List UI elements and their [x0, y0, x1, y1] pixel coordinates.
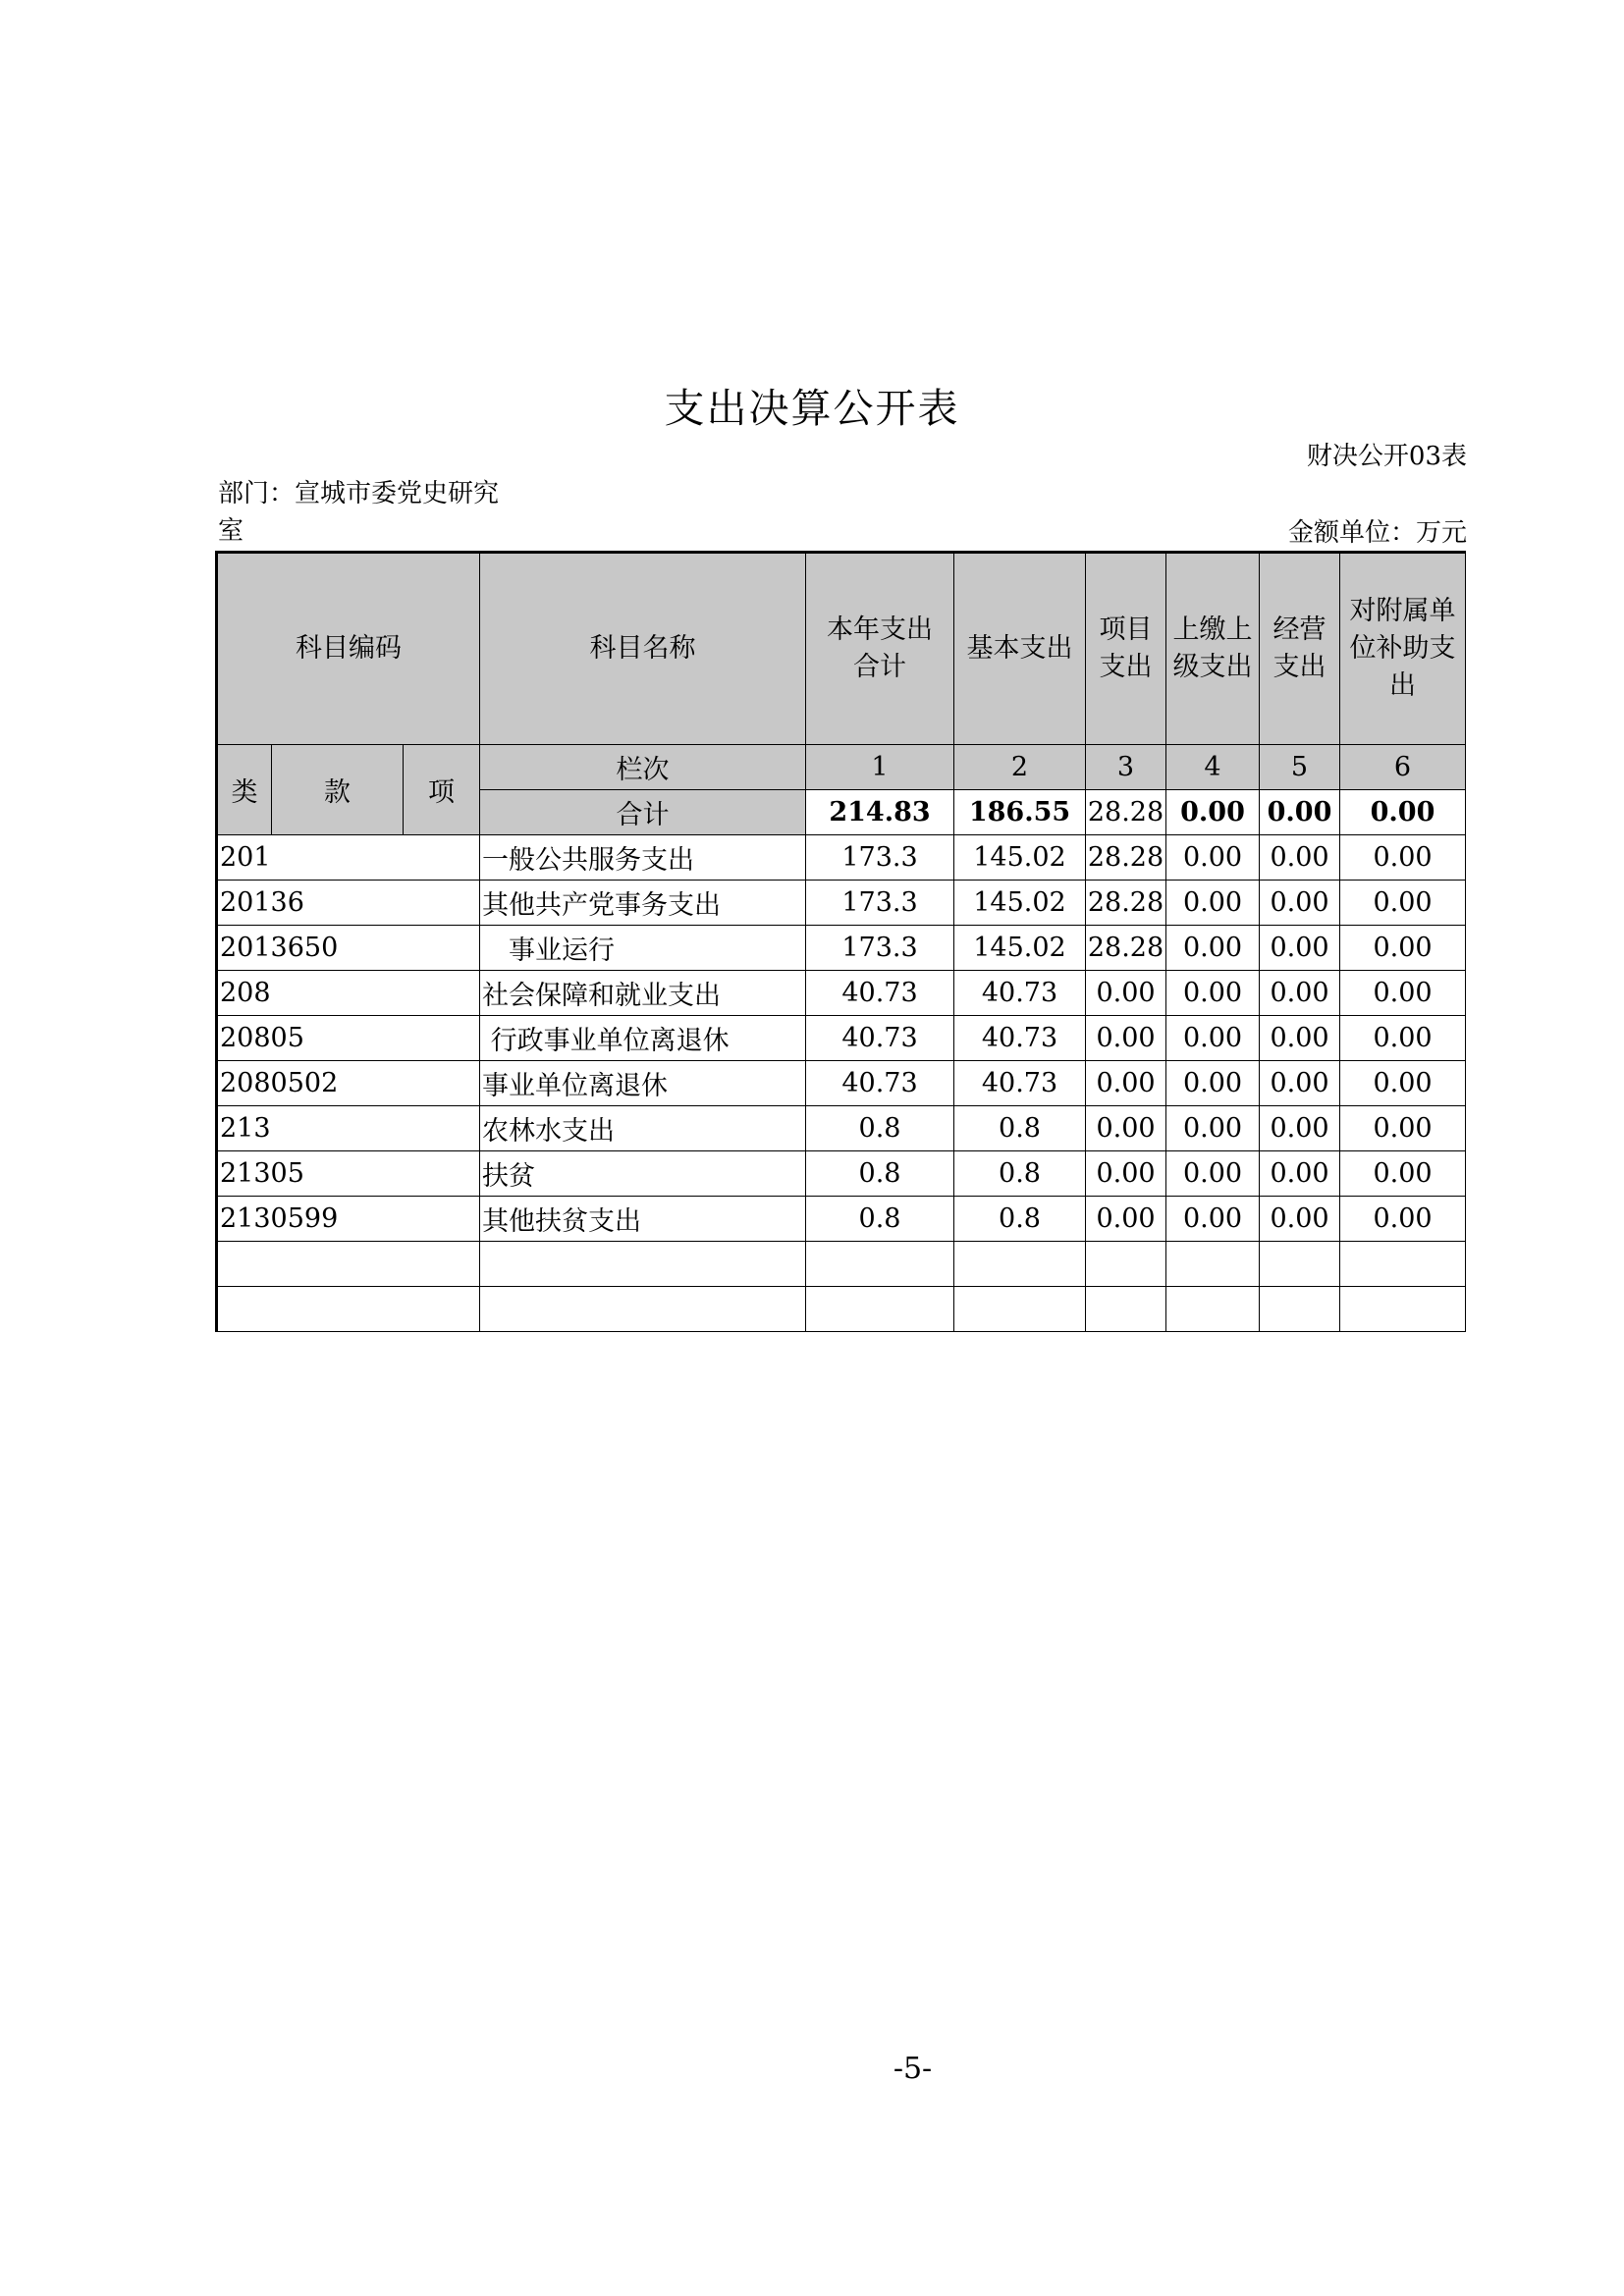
row-code: 2130599 [217, 1197, 480, 1242]
row-value: 0.00 [1260, 1197, 1340, 1242]
row-value: 40.73 [806, 1016, 954, 1061]
header-name: 科目名称 [480, 553, 806, 745]
row-value: 0.00 [1260, 926, 1340, 971]
table-row [217, 1151, 1466, 1197]
table-row [217, 926, 1466, 971]
col-num: 2 [954, 745, 1086, 790]
row-value: 0.00 [1340, 1197, 1466, 1242]
col-num: 4 [1166, 745, 1260, 790]
row-value: 0.00 [1086, 1016, 1166, 1061]
row-value: 40.73 [954, 1061, 1086, 1106]
row-value: 145.02 [954, 881, 1086, 926]
header-code: 科目编码 [217, 553, 480, 745]
row-name: 事业运行 [480, 926, 806, 971]
header-project: 项目支出 [1086, 553, 1166, 745]
row-value: 0.00 [1340, 1151, 1466, 1197]
row-value [1340, 1242, 1466, 1287]
row-value [1086, 1242, 1166, 1287]
total-value: 0.00 [1166, 790, 1260, 835]
col-num: 6 [1340, 745, 1466, 790]
row-name: 其他扶贫支出 [480, 1197, 806, 1242]
row-name [480, 1242, 806, 1287]
expenditure-table [215, 551, 1466, 1332]
row-value: 28.28 [1086, 881, 1166, 926]
row-name: 一般公共服务支出 [480, 835, 806, 881]
row-value: 0.00 [1340, 926, 1466, 971]
row-code [217, 1242, 480, 1287]
total-value: 28.28 [1086, 790, 1166, 835]
row-value [1260, 1287, 1340, 1332]
row-value: 0.00 [1340, 881, 1466, 926]
row-value: 145.02 [954, 926, 1086, 971]
total-value: 0.00 [1260, 790, 1340, 835]
header-business: 经营支出 [1260, 553, 1340, 745]
row-value [1166, 1242, 1260, 1287]
row-value [1260, 1242, 1340, 1287]
total-value: 186.55 [954, 790, 1086, 835]
row-code: 21305 [217, 1151, 480, 1197]
row-value: 0.00 [1340, 835, 1466, 881]
row-value [806, 1287, 954, 1332]
row-value: 0.00 [1166, 835, 1260, 881]
header-subsidy: 对附属单位补助支出 [1340, 553, 1466, 745]
row-value [954, 1287, 1086, 1332]
table-row [217, 835, 1466, 881]
table-header-row [217, 553, 1466, 745]
row-value: 145.02 [954, 835, 1086, 881]
row-value: 0.00 [1260, 1061, 1340, 1106]
row-value: 0.00 [1166, 1016, 1260, 1061]
row-value: 0.00 [1086, 1061, 1166, 1106]
header-kuan: 款 [272, 745, 404, 835]
row-value: 28.28 [1086, 926, 1166, 971]
row-code: 20136 [217, 881, 480, 926]
table-row [217, 1106, 1466, 1151]
row-name: 扶贫 [480, 1151, 806, 1197]
row-value: 0.8 [806, 1151, 954, 1197]
row-value: 40.73 [806, 971, 954, 1016]
row-value: 0.00 [1166, 1197, 1260, 1242]
row-value: 0.00 [1260, 971, 1340, 1016]
row-value: 0.00 [1260, 881, 1340, 926]
row-value: 0.00 [1166, 971, 1260, 1016]
row-value: 0.00 [1340, 1061, 1466, 1106]
row-value: 0.00 [1340, 1016, 1466, 1061]
table-row [217, 1061, 1466, 1106]
row-value: 0.00 [1260, 835, 1340, 881]
row-code [217, 1287, 480, 1332]
page-number: -5- [893, 2052, 933, 2086]
row-value: 0.8 [806, 1197, 954, 1242]
row-value: 0.00 [1166, 881, 1260, 926]
header-upper: 上缴上级支出 [1166, 553, 1260, 745]
department-label: 部门：宣城市委党史研究室 [218, 479, 500, 546]
row-value: 173.3 [806, 835, 954, 881]
row-value: 40.73 [806, 1061, 954, 1106]
row-value: 40.73 [954, 971, 1086, 1016]
row-value: 0.00 [1166, 1061, 1260, 1106]
row-value [1166, 1287, 1260, 1332]
col-num: 3 [1086, 745, 1166, 790]
row-code: 2013650 [217, 926, 480, 971]
row-name [480, 1287, 806, 1332]
row-name: 农林水支出 [480, 1106, 806, 1151]
page-title: 支出决算公开表 [664, 385, 960, 432]
row-value: 0.00 [1166, 1106, 1260, 1151]
row-name: 事业单位离退休 [480, 1061, 806, 1106]
row-code: 201 [217, 835, 480, 881]
table-row [217, 1287, 1466, 1332]
row-value: 0.00 [1166, 1151, 1260, 1197]
table-row [217, 881, 1466, 926]
row-value: 173.3 [806, 926, 954, 971]
row-value: 0.00 [1340, 971, 1466, 1016]
row-value: 0.8 [954, 1151, 1086, 1197]
header-xiang: 项 [404, 745, 480, 835]
table-row [217, 1197, 1466, 1242]
row-value: 0.8 [954, 1106, 1086, 1151]
total-value: 0.00 [1340, 790, 1466, 835]
amount-unit: 金额单位：万元 [1287, 518, 1467, 548]
column-number-row [217, 745, 1466, 790]
total-label: 合计 [480, 790, 806, 835]
row-value [1086, 1287, 1166, 1332]
row-value: 173.3 [806, 881, 954, 926]
header-basic: 基本支出 [954, 553, 1086, 745]
table-row [217, 1242, 1466, 1287]
row-value: 0.00 [1166, 926, 1260, 971]
row-name: 其他共产党事务支出 [480, 881, 806, 926]
row-value: 0.00 [1086, 971, 1166, 1016]
row-value: 40.73 [954, 1016, 1086, 1061]
row-name: 行政事业单位离退休 [480, 1016, 806, 1061]
total-value: 214.83 [806, 790, 954, 835]
table-row [217, 1016, 1466, 1061]
col-num: 1 [806, 745, 954, 790]
row-code: 213 [217, 1106, 480, 1151]
col-num: 5 [1260, 745, 1340, 790]
row-value: 0.00 [1260, 1016, 1340, 1061]
column-label: 栏次 [480, 745, 806, 790]
row-value: 0.8 [806, 1106, 954, 1151]
row-code: 208 [217, 971, 480, 1016]
row-value [806, 1242, 954, 1287]
row-name: 社会保障和就业支出 [480, 971, 806, 1016]
row-value: 0.00 [1086, 1197, 1166, 1242]
row-value: 0.00 [1260, 1151, 1340, 1197]
row-value: 0.00 [1086, 1106, 1166, 1151]
table-row [217, 971, 1466, 1016]
row-value [954, 1242, 1086, 1287]
row-value: 0.8 [954, 1197, 1086, 1242]
row-value: 0.00 [1340, 1106, 1466, 1151]
row-value: 28.28 [1086, 835, 1166, 881]
row-value [1340, 1287, 1466, 1332]
header-lei: 类 [217, 745, 272, 835]
form-number: 财决公开03表 [1306, 442, 1467, 471]
row-code: 2080502 [217, 1061, 480, 1106]
row-value: 0.00 [1086, 1151, 1166, 1197]
header-total: 本年支出合计 [806, 553, 954, 745]
row-value: 0.00 [1260, 1106, 1340, 1151]
row-code: 20805 [217, 1016, 480, 1061]
